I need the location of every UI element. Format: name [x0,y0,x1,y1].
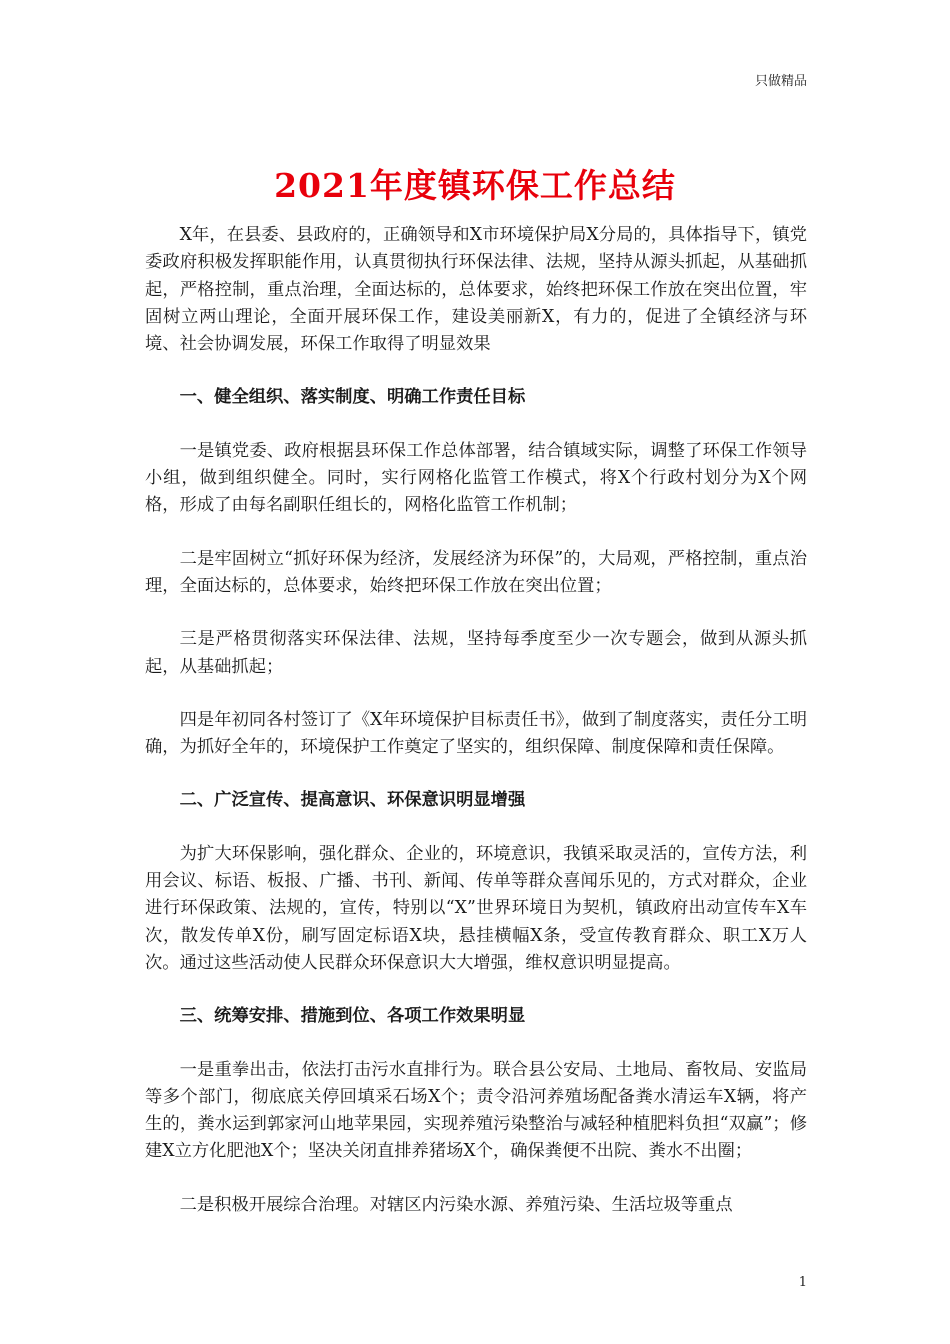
intro-paragraph: X年，在县委、县政府的，正确领导和X市环境保护局X分局的，具体指导下，镇党委政府积极发挥职能作用，认真贯彻执行环保法律、法规，坚持从源头抓起，从基础抓起，严格控制，重点治理，全面达标的，总体要求，始终把环保工作放在突出位置，牢固树立两山理论，全面开展环保工作，建设美丽新X，有力的，促进了全镇经济与环境、社会协调发展，环保工作取得了明显效果 [145,225,807,355]
body-paragraph: 二是牢固树立“抓好环保为经济，发展经济为环保”的，大局观，严格控制，重点治理，全面达标的，总体要求，始终把环保工作放在突出位置； [145,548,807,596]
section-heading: 二、广泛宣传、提高意识、环保意识明显增强 [179,790,526,811]
body-paragraph: 一是重拳出击，依法打击污水直排行为。联合县公安局、土地局、畜牧局、安监局等多个部门，彻底底关停回填采石场X个；责令沿河养殖场配备粪水清运车X辆，将产生的，粪水运到郭家河山地苹果园，实现养殖污染整治与减轻种植肥料负担“双赢”；修建X立方化肥池X个；坚决关闭直排养猪场X个，确保粪便不出院、粪水不出圈； [145,1059,807,1162]
body-paragraph: 三是严格贯彻落实环保法律、法规，坚持每季度至少一次专题会，做到从源头抓起，从基础抓起； [145,629,807,677]
header-note: 只做精品 [754,74,807,89]
document-title: 2021年度镇环保工作总结 [274,166,676,205]
body-paragraph: 四是年初同各村签订了《X年环境保护目标责任书》，做到了制度落实，责任分工明确，为抓好全年的，环境保护工作奠定了坚实的，组织保障、制度保障和责任保障。 [145,709,807,758]
section-heading: 三、统筹安排、措施到位、各项工作效果明显 [179,1006,526,1027]
body-paragraph: 为扩大环保影响，强化群众、企业的，环境意识，我镇采取灵活的，宣传方法，利用会议、标语、板报、广播、书刊、新闻、传单等群众喜闻乐见的，方式对群众，企业进行环保政策、法规的，宣传，特别以“X”世界环境日为契机，镇政府出动宣传车X车次，散发传单X份，刷写固定标语X块，悬挂横幅X条，受宣传教育群众、职工X万人次。通过这些活动使人民群众环保意识大大增强，维权意识明显提高。 [145,843,807,973]
section-heading: 一、健全组织、落实制度、明确工作责任目标 [179,387,526,408]
document-body [145,222,807,1245]
body-paragraph: 二是积极开展综合治理。对辖区内污染水源、养殖污染、生活垃圾等重点 [179,1194,733,1215]
body-paragraph: 一是镇党委、政府根据县环保工作总体部署，结合镇域实际，调整了环保工作领导小组，做到组织健全。同时，实行网格化监管工作模式，将X个行政村划分为X个网格，形成了由每名副职任组长的，网格化监管工作机制； [145,440,807,516]
page-number: 1 [798,1275,807,1290]
